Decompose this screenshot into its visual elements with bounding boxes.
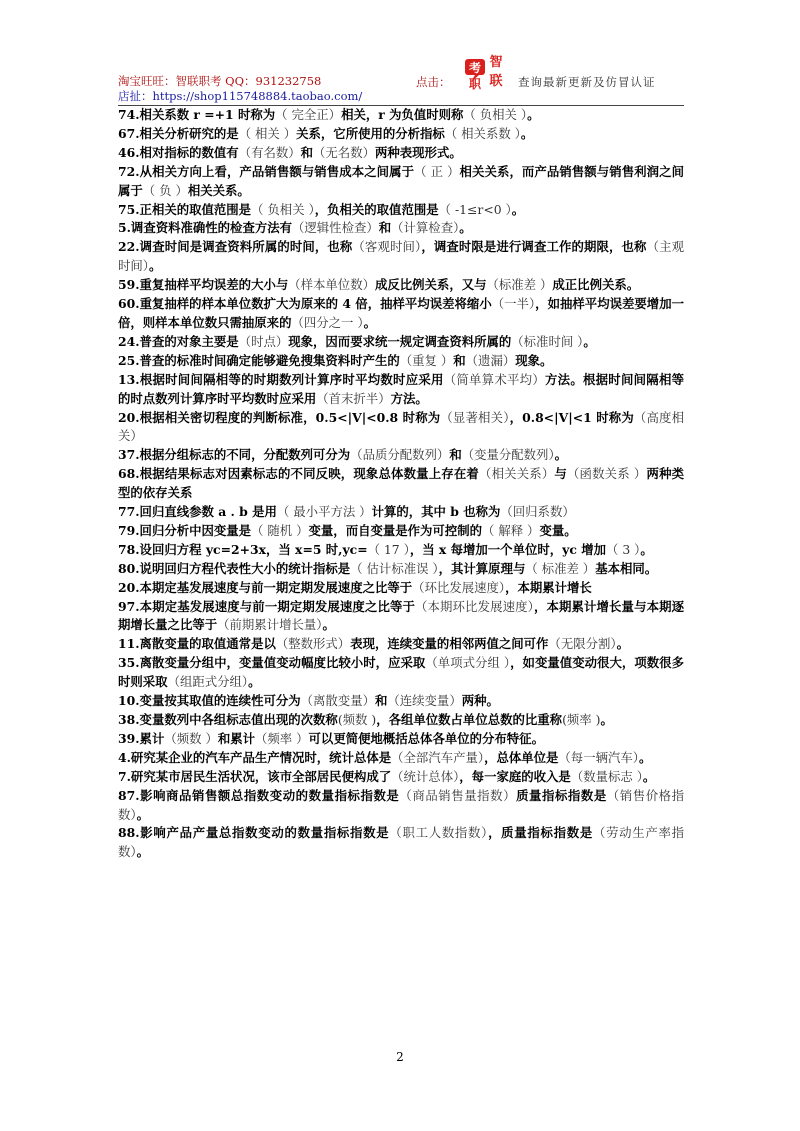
answer-text: （样本单位数） bbox=[288, 277, 375, 293]
question-item bbox=[118, 333, 684, 352]
answer-text: （前期累计增长量） bbox=[217, 617, 323, 633]
question-text: 变量，而自变量是作为可控制的 bbox=[308, 522, 482, 538]
header-slogan: 查询最新更新及仿冒认证 bbox=[518, 75, 656, 89]
question-text: 。 bbox=[600, 712, 613, 727]
question-item bbox=[118, 598, 684, 636]
question-text: 。 bbox=[136, 806, 149, 822]
question-item bbox=[118, 201, 684, 220]
question-text: 。 bbox=[642, 768, 656, 784]
question-text: ，负相关的取值范围是 bbox=[314, 201, 439, 217]
answer-text: （数量标志 ） bbox=[570, 768, 643, 784]
question-text: 22.调查时间是调查资料所属的时间，也称 bbox=[118, 239, 353, 255]
answer-text: （遗漏） bbox=[465, 352, 516, 368]
answer-text: （劳动生产率指数） bbox=[118, 825, 685, 860]
question-item bbox=[118, 163, 684, 201]
question-item bbox=[118, 219, 684, 238]
question-text: 7.研究某市居民生活状况，该市全部居民便构成了 bbox=[118, 768, 392, 784]
shop-url-link[interactable]: 店扯：https://shop115748884.taobao.com/ bbox=[118, 89, 363, 103]
answer-text: （商品销售量指数） bbox=[399, 787, 517, 803]
question-text: ，本期累计增长 bbox=[505, 579, 592, 595]
question-text: 两种表现形式。 bbox=[374, 144, 462, 160]
question-text: 。 bbox=[511, 201, 525, 217]
question-item bbox=[118, 541, 684, 560]
answer-text: （简单算术平均） bbox=[443, 371, 545, 387]
answer-text: （ -1≤r<0 ） bbox=[438, 201, 512, 217]
question-text: 现象，因而要求统一规定调查资料所属的 bbox=[288, 333, 512, 349]
question-text: 表现，连续变量的相邻两值之间可作 bbox=[350, 636, 549, 652]
svg-text:联: 联 bbox=[489, 74, 503, 89]
answer-text: （频率 ） bbox=[255, 730, 309, 746]
answer-text: （无限分割） bbox=[548, 636, 617, 652]
question-text: 两种类型的依存关系 bbox=[118, 466, 685, 501]
answer-text: （ 正 ） bbox=[414, 163, 460, 179]
answer-text: （ 3 ） bbox=[605, 541, 641, 557]
answer-text: （ 最小平方法 ） bbox=[276, 504, 372, 520]
question-text: ，每一家庭的收入是 bbox=[459, 768, 571, 784]
question-text: 75.正相关的取值范围是 bbox=[118, 201, 252, 217]
question-text: 关系，它所使用的分析指标 bbox=[296, 125, 445, 141]
question-item bbox=[118, 768, 684, 787]
question-item bbox=[118, 125, 684, 144]
question-text: 20.本期定基发展速度与前一期定期发展速度之比等于 bbox=[118, 579, 413, 595]
question-text: 4.研究某企业的汽车产品生产情况时，统计总体是 bbox=[118, 749, 392, 765]
question-item bbox=[118, 409, 684, 447]
question-text: 72.从相关方向上看，产品销售额与销售成本之间属于 bbox=[118, 163, 415, 179]
question-text: 和 bbox=[378, 220, 392, 236]
question-text: 38.变量数列中各组标志值出现的次数称 bbox=[118, 712, 338, 727]
answer-text: （统计总体） bbox=[391, 768, 460, 784]
question-text: 两种。 bbox=[461, 693, 499, 709]
answer-text: (频数 ) bbox=[337, 712, 377, 727]
answer-text: （无名数） bbox=[313, 144, 375, 160]
question-text: 13.根据时间间隔相等的时期数列计算序时平均数时应采用 bbox=[118, 371, 444, 387]
question-item bbox=[118, 465, 684, 503]
answer-text: （环比发展速度） bbox=[412, 579, 506, 595]
question-item bbox=[118, 692, 684, 711]
answer-text: （ 估计标准误 ） bbox=[350, 560, 439, 576]
answer-text: （每一辆汽车） bbox=[558, 749, 639, 765]
answer-text: （逻辑性检查） bbox=[292, 220, 379, 236]
question-item bbox=[118, 730, 684, 749]
question-text: 变量。 bbox=[539, 522, 577, 538]
answer-text: （ 负 ） bbox=[142, 182, 188, 198]
question-item bbox=[118, 522, 684, 541]
answer-text: （频数 ） bbox=[164, 730, 218, 746]
answer-text: （ 相关 ） bbox=[238, 125, 297, 141]
question-text: ，0.8<|V|<1 时称为 bbox=[509, 409, 634, 425]
question-text: 11.离散变量的取值通常是以 bbox=[118, 636, 276, 652]
shop-contact: 淘宝旺旺：智联职考 QQ：931232758 bbox=[118, 74, 322, 88]
question-text: 46.相对指标的数值有 bbox=[118, 144, 239, 160]
question-item bbox=[118, 446, 684, 465]
question-text: ，各组单位数占单位总数的比重称 bbox=[376, 712, 563, 727]
question-item bbox=[118, 503, 684, 522]
question-text: 39.累计 bbox=[118, 730, 165, 746]
question-text: 相关关系，而产品销售额与销售利润之间属于 bbox=[118, 163, 684, 198]
question-text: 。 bbox=[554, 447, 568, 463]
question-text: 。 bbox=[638, 749, 652, 765]
answer-text: （销售价格指数） bbox=[118, 787, 685, 822]
question-text: 25.普查的标准时间确定能够避免搜集资料时产生的 bbox=[118, 352, 400, 368]
answer-text: （计算检查） bbox=[391, 220, 460, 236]
answer-text: （ 17 ） bbox=[367, 541, 410, 557]
question-text: ，本期累计增长量与本期逐期增长量之比等于 bbox=[118, 598, 685, 633]
question-text: 。 bbox=[640, 541, 653, 557]
question-text: 相关，r 为负值时则称 bbox=[341, 107, 464, 122]
question-text: 现象。 bbox=[515, 352, 553, 368]
question-text: 与 bbox=[554, 466, 567, 482]
question-text: 计算的，其中 b 也称为 bbox=[371, 504, 501, 520]
question-text: 。 bbox=[136, 844, 149, 860]
question-text: 成反比例关系，又与 bbox=[374, 277, 487, 293]
answer-text: （职工人数指数） bbox=[389, 825, 489, 841]
answer-text: （四分之一 ） bbox=[291, 314, 364, 330]
question-text: 60.重复抽样的样本单位数扩大为原来的 4 倍，抽样平均误差将缩小 bbox=[118, 296, 492, 312]
answer-text: （回归系数） bbox=[500, 504, 575, 520]
question-item bbox=[118, 711, 684, 730]
question-text: 。 bbox=[520, 125, 534, 141]
question-text: 80.说明回归方程代表性大小的统计指标是 bbox=[118, 560, 351, 576]
question-text: 。 bbox=[616, 636, 629, 652]
question-text: 67.相关分析研究的是 bbox=[118, 125, 239, 141]
question-item bbox=[118, 635, 684, 654]
question-item bbox=[118, 295, 684, 333]
answer-text: （ 负相关 ） bbox=[463, 107, 528, 122]
answer-text: （首末折半） bbox=[316, 390, 391, 406]
question-item bbox=[118, 654, 684, 692]
answer-text: （标准时间 ） bbox=[511, 333, 584, 349]
question-text: 和 bbox=[449, 447, 462, 463]
question-text: ，质量指标指数是 bbox=[488, 825, 593, 841]
question-text: 和 bbox=[300, 144, 314, 160]
document-body bbox=[118, 106, 684, 862]
question-text: 基本相同。 bbox=[595, 560, 658, 576]
question-text: 97.本期定基发展速度与前一期定期发展速度之比等于 bbox=[118, 598, 415, 614]
answer-text: （变量分配数列） bbox=[461, 447, 555, 463]
question-text: 相关关系。 bbox=[187, 182, 250, 198]
answer-text: （ 负相关 ） bbox=[251, 201, 315, 217]
question-text: 。 bbox=[363, 314, 376, 330]
answer-text: （品质分配数列） bbox=[350, 447, 450, 463]
question-text: 5.调查资料准确性的检查方法有 bbox=[118, 220, 293, 236]
question-text: ，当 x 每增加一个单位时，yc 增加 bbox=[409, 541, 606, 557]
question-item bbox=[118, 824, 684, 862]
answer-text: （组距式分组） bbox=[167, 674, 249, 690]
answer-text: （ 随机 ） bbox=[251, 522, 309, 538]
question-text: 。 bbox=[583, 333, 596, 349]
question-item bbox=[118, 276, 684, 295]
question-item bbox=[118, 787, 684, 825]
question-item bbox=[118, 352, 684, 371]
question-item bbox=[118, 579, 684, 598]
question-text: 可以更简便地概括总体各单位的分布特征。 bbox=[308, 730, 544, 746]
answer-text: （高度相关） bbox=[118, 409, 684, 444]
click-label: 点击： bbox=[416, 75, 451, 89]
answer-text: （本期环比发展速度） bbox=[415, 598, 534, 614]
answer-text: （连续变量） bbox=[387, 693, 462, 709]
question-text: 和累计 bbox=[217, 730, 256, 746]
question-text: 方法。 bbox=[390, 390, 428, 406]
question-text: 87.影响商品销售额总指数变动的数量指标指数是 bbox=[118, 787, 400, 803]
question-text: 20.根据相关密切程度的判断标准，0.5<|V|<0.8 时称为 bbox=[118, 409, 441, 425]
answer-text: （有名数） bbox=[238, 144, 301, 160]
answer-text: （ 相关系数 ） bbox=[444, 125, 521, 141]
question-text: ，其计算原理与 bbox=[438, 560, 526, 576]
question-text: 10.变量按其取值的连续性可分为 bbox=[118, 693, 301, 709]
answer-text: （重复 ） bbox=[399, 352, 454, 368]
question-text: 。 bbox=[527, 107, 540, 122]
question-text: 和 bbox=[453, 352, 466, 368]
question-item bbox=[118, 238, 684, 276]
question-text: 77.回归直线参数 a . b 是用 bbox=[118, 504, 277, 520]
question-text: 74.相关系数 r =+1 时称为 bbox=[118, 107, 276, 122]
answer-text: （ 完全正） bbox=[275, 107, 342, 122]
page-header bbox=[118, 55, 690, 106]
svg-text:智: 智 bbox=[489, 55, 503, 70]
question-text: ，如抽样平均误差要增加一倍，则样本单位数只需抽原来的 bbox=[118, 296, 685, 330]
answer-text: （单项式分组 ） bbox=[425, 655, 511, 671]
question-text: 。 bbox=[322, 617, 335, 633]
answer-text: （一半） bbox=[491, 296, 536, 312]
question-text: 方法。根据时间间隔相等的时点数列计算序时平均数时应采用 bbox=[118, 371, 685, 406]
question-text: ，总体单位是 bbox=[484, 749, 559, 765]
question-item bbox=[118, 560, 684, 579]
question-item bbox=[118, 144, 684, 163]
question-text: 79.回归分析中因变量是 bbox=[118, 522, 252, 538]
answer-text: （时点） bbox=[238, 333, 289, 349]
answer-text: （全部汽车产量） bbox=[391, 749, 485, 765]
answer-text: （函数关系 ） bbox=[566, 466, 647, 482]
answer-text: （客观时间） bbox=[352, 239, 422, 255]
svg-text:职: 职 bbox=[468, 77, 482, 91]
question-text: 质量指标指数是 bbox=[516, 787, 607, 803]
answer-text: （ 标准差 ） bbox=[525, 560, 596, 576]
question-text: 37.根据分组标志的不同，分配数列可分为 bbox=[118, 447, 351, 463]
question-text: ，调查时限是进行调查工作的期限，也称 bbox=[421, 239, 647, 255]
answer-text: （ 解释 ） bbox=[482, 522, 540, 538]
question-text: 88.影响产品产量总指数变动的数量指标指数是 bbox=[118, 825, 390, 841]
answer-text: （整数形式） bbox=[275, 636, 351, 652]
question-text: 和 bbox=[374, 693, 388, 709]
question-text: 24.普查的对象主要是 bbox=[118, 333, 239, 349]
question-text: ，如变量值变动很大，项数很多时则采取 bbox=[118, 655, 684, 690]
answer-text: （离散变量） bbox=[300, 693, 375, 709]
svg-text:考: 考 bbox=[468, 61, 482, 75]
question-item bbox=[118, 749, 684, 768]
question-text: 59.重复抽样平均误差的大小与 bbox=[118, 277, 289, 293]
answer-text: （标准差 ） bbox=[486, 277, 553, 293]
question-text: 。 bbox=[148, 258, 162, 274]
question-text: 35.离散变量分组中，变量值变动幅度比较小时，应采取 bbox=[118, 655, 426, 671]
question-item bbox=[118, 371, 684, 409]
question-text: 68.根据结果标志对因素标志的不同反映，现象总体数量上存在着 bbox=[118, 466, 479, 482]
zhilian-logo-icon[interactable] bbox=[464, 52, 508, 92]
question-text: 成正比例关系。 bbox=[552, 277, 640, 293]
question-item bbox=[118, 106, 684, 125]
page-number: 2 bbox=[396, 1050, 404, 1064]
answer-text: (频率 ) bbox=[562, 712, 601, 727]
answer-text: （相关关系） bbox=[479, 466, 555, 482]
question-text: 78.设回归方程 yc=2+3x，当 x=5 时,yc= bbox=[118, 541, 368, 557]
question-text: 。 bbox=[459, 220, 472, 236]
answer-text: （主观时间） bbox=[118, 239, 684, 274]
question-text: 。 bbox=[248, 674, 261, 690]
answer-text: （显著相关） bbox=[440, 409, 510, 425]
shop-info bbox=[118, 74, 362, 104]
